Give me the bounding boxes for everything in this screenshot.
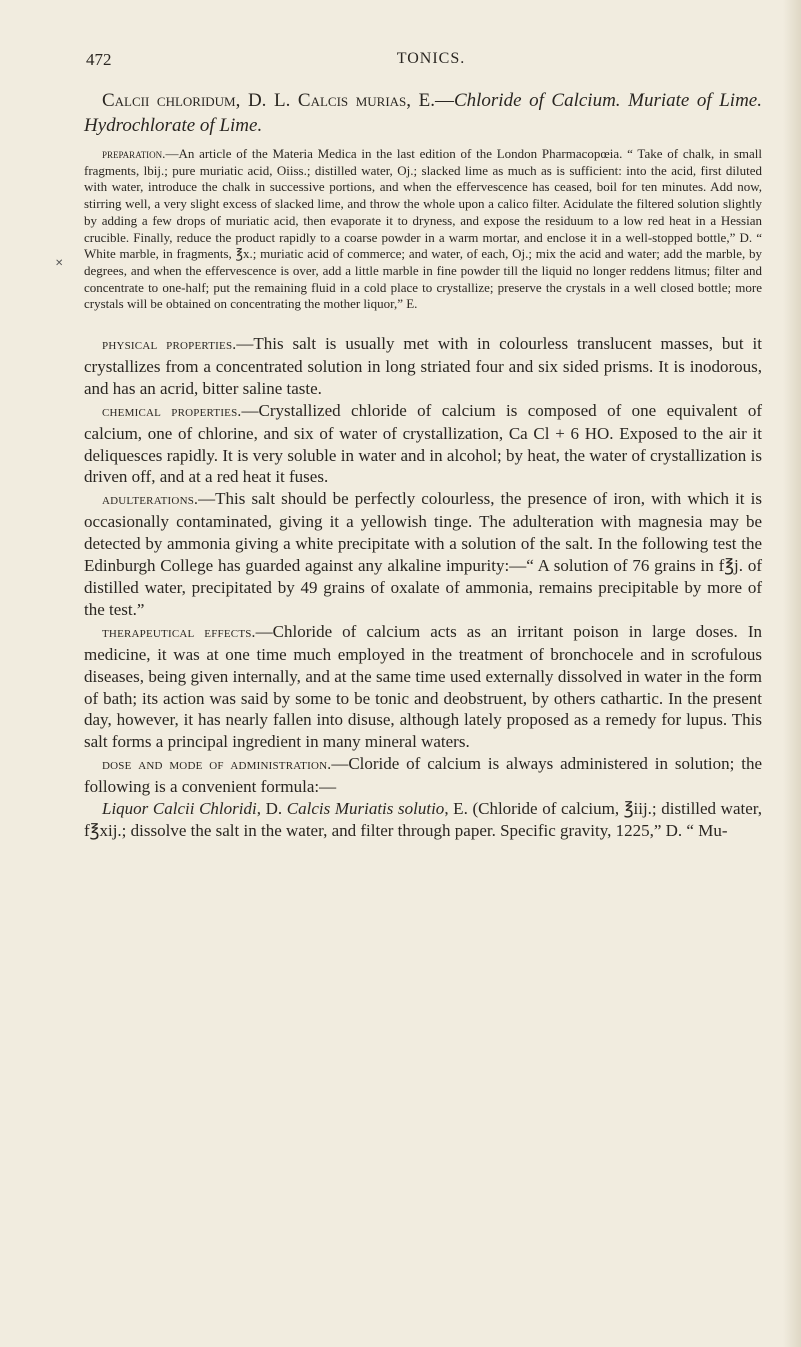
page-text	[84, 88, 762, 842]
running-title: TONICS.	[396, 50, 466, 67]
formula-reference-alt: , E.	[444, 799, 468, 819]
adulterations-paragraph	[84, 488, 762, 620]
formula-paragraph	[84, 798, 762, 842]
formula-title: Liquor Calcii Chloridi	[102, 799, 257, 819]
therapeutical-effects-paragraph	[84, 621, 762, 753]
formula-title-alt: Calcis Muriatis solutio	[286, 799, 445, 819]
therapeutical-effects-text: —Chloride of calcium acts as an irritant poison in large doses. In medicine, it was at one time much employed in the treatment of bronchocele and in scrofulous diseases, being given internally, and at the same time used externally dissolved in water in the form of bath; its action was said by some to be tonic and deobstruent, by others cathartic. In the present day, however, it has nearly fallen into disuse, although lately proposed as a remedy for lupus. This salt forms a principal ingredient in many mineral waters.	[84, 621, 763, 752]
heading-latin-name-alt: Calcis murias	[297, 90, 407, 111]
heading-common-names: Chloride of Calcium. Muriate of Lime. Hydrochlorate of Lime.	[84, 90, 762, 136]
physical-properties-label: physical properties.	[102, 336, 237, 354]
formula-text: (Chloride of calcium, ℥iij.; distilled water, f℥xij.; dissolve the salt in the water, and filter through paper. Specific gravity, 1225,” D. “ Mu-	[84, 799, 763, 840]
margin-mark: ✕	[55, 258, 64, 269]
heading-reference: , D. L.	[235, 90, 298, 111]
heading-reference-alt: , E.—	[406, 90, 454, 111]
adulterations-label: adulterations.	[102, 491, 199, 509]
chemical-properties-label: chemical properties.	[102, 402, 242, 420]
preparation-label: preparation.	[102, 146, 166, 161]
preparation-text: —An article of the Materia Medica in the last edition of the London Pharmacopœia. “ Take of chalk, in small fragments, lbij.; pure muriatic acid, Oiiss.; distilled water, Oj.; slacked lime as much as is sufficient: into the acid, first diluted with water, introduce the chalk in successive portions, and when the effervescence has ceased, boil for ten minutes. Add now, stirring well, a very slight excess of slacked lime, and throw the whole upon a calico filter. Acidulate the filtered solution slightly by adding a few drops of muriatic acid, then evaporate it to dryness, and expose the residuum to a low red heat in a Hessian crucible. Finally, reduce the product rapidly to a coarse powder in a warm mortar, and enclose it in a well-stopped bottle,” D. “ White marble, in fragments, ℥x.; muriatic acid of commerce; and water, of each, Oj.; mix the acid and water; add the marble, by degrees, and when the effervescence is over, add a little marble in fine powder till the liquid no longer reddens litmus; filter and concentrate to one-half; put the remaining fluid in a cold place to crystallize; preserve the crystals in a well closed bottle; more crystals will be obtained on concentrating the mother liquor,” E.	[84, 146, 762, 312]
dose-label: dose and mode of administration.	[102, 756, 332, 774]
therapeutical-effects-label: therapeutical effects.	[102, 623, 256, 641]
physical-properties-text: —This salt is usually met with in colourless translucent masses, but it crystallizes from a concentrated solution in long striated four and six sided prisms. It is inodorous, and has an acrid, bitter saline taste.	[84, 334, 762, 398]
preparation-paragraph	[84, 146, 762, 313]
page-number: 472	[86, 50, 112, 69]
dose-paragraph	[84, 753, 762, 798]
chemical-properties-paragraph	[84, 400, 762, 489]
dose-text: —Cloride of calcium is always administered in solution; the following is a convenient formula:—	[84, 754, 763, 797]
adulterations-text: —This salt should be perfectly colourless, the presence of iron, with which it is occasionally contaminated, giving it a yellowish tinge. The adulteration with magnesia may be detected by ammonia giving a white precipitate with a solution of the salt. In the following test the Edinburgh College has guarded against any alkaline impurity:—“ A solution of 76 grains in f℥j. of distilled water, precipitated by 49 grains of oxalate of ammonia, remains precipitable by more of the test.”	[84, 489, 762, 619]
page-edge-shadow	[783, 0, 801, 1347]
physical-properties-paragraph	[84, 333, 762, 400]
running-head	[86, 50, 776, 74]
entry-heading	[84, 88, 762, 138]
formula-reference: , D.	[256, 799, 287, 819]
chemical-properties-text: —Crystallized chloride of calcium is composed of one equivalent of calcium, one of chlorine, and six of water of crystallization, Ca Cl + 6 HO. Exposed to the air it deliquesces rapidly. It is very soluble in water and in alcohol; by heat, the water of crystallization is driven off, and at a red heat it fuses.	[84, 400, 762, 487]
heading-latin-name: Calcii chloridum	[102, 90, 236, 111]
